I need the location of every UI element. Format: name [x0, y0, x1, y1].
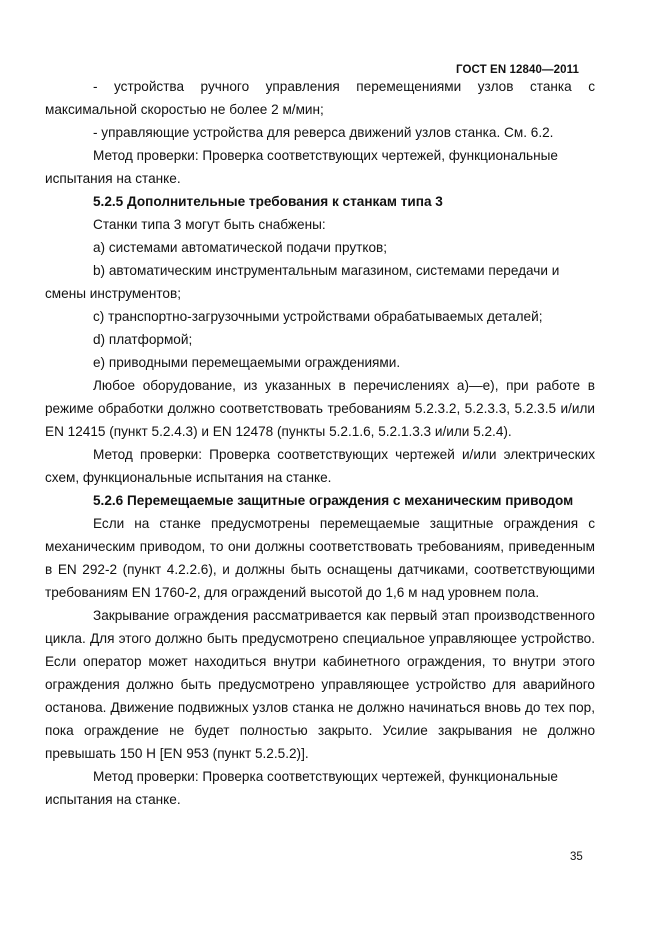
text-line: максимальной скоростью не более 2 м/мин; [45, 102, 324, 117]
text-line: Любое оборудование, из указанных в перечислениях a)—e), при работе в [93, 378, 595, 393]
text-line: Метод проверки: Проверка соответствующих чертежей, функциональные [93, 148, 558, 163]
text-line: останова. Движение подвижных узлов станка не должно начинаться вновь до тех пор, [45, 700, 595, 715]
text-line: испытания на станке. [45, 792, 181, 807]
text-line: требованиям EN 1760-2, для ограждений высотой до 1,6 м над уровнем пола. [45, 585, 540, 600]
document-header: ГОСТ EN 12840—2011 [456, 64, 579, 76]
text-line: - управляющие устройства для реверса движений узлов станка. См. 6.2. [93, 125, 554, 140]
list-item: c) транспортно-загрузочными устройствами обрабатываемых деталей; [93, 309, 543, 324]
text-line: Метод проверки: Проверка соответствующих чертежей и/или электрических [93, 447, 595, 462]
list-item: e) приводными перемещаемыми ограждениями. [93, 355, 401, 370]
text-line: смены инструментов; [45, 286, 181, 301]
text-line: - устройства ручного управления перемещениями узлов станка с [93, 79, 595, 94]
section-heading: 5.2.5 Дополнительные требования к станкам типа 3 [93, 194, 443, 209]
text-line: Если на станке предусмотрены перемещаемые защитные ограждения с [93, 516, 595, 531]
section-heading: 5.2.6 Перемещаемые защитные ограждения с механическим приводом [93, 493, 574, 508]
list-item: a) системами автоматической подачи прутков; [93, 240, 388, 255]
page-number: 35 [570, 851, 583, 863]
list-item: d) платформой; [93, 332, 193, 347]
text-line: Метод проверки: Проверка соответствующих чертежей, функциональные [93, 769, 558, 784]
text-line: в EN 292-2 (пункт 4.2.2.6), и должны быть оснащены датчиками, соответствующими [45, 562, 595, 577]
text-line: испытания на станке. [45, 171, 181, 186]
text-line: Закрывание ограждения рассматривается как первый этап производственного [93, 608, 595, 623]
text-line: схем, функциональные испытания на станке. [45, 470, 332, 485]
text-line: превышать 150 Н [EN 953 (пункт 5.2.5.2)]. [45, 746, 309, 761]
text-line: режиме обработки должно соответствовать требованиям 5.2.3.2, 5.2.3.3, 5.2.3.5 и/или [45, 401, 595, 416]
text-line: Станки типа 3 могут быть снабжены: [93, 217, 326, 232]
text-line: цикла. Для этого должно быть предусмотрено специальное управляющее устройство. [45, 631, 595, 646]
list-item: b) автоматическим инструментальным магазином, системами передачи и [93, 263, 560, 278]
text-line: Если оператор может находиться внутри кабинетного ограждения, то внутри этого [45, 654, 595, 669]
text-line: пока ограждение не будет полностью закрыто. Усилие закрывания не должно [45, 723, 595, 738]
text-line: EN 12415 (пункт 5.2.4.3) и EN 12478 (пункты 5.2.1.6, 5.2.1.3.3 и/или 5.2.4). [45, 424, 512, 439]
text-line: ограждения должно быть предусмотрено управляющее устройство для аварийного [45, 677, 595, 692]
text-line: механическим приводом, то они должны соответствовать требованиям, приведенным [45, 539, 595, 554]
